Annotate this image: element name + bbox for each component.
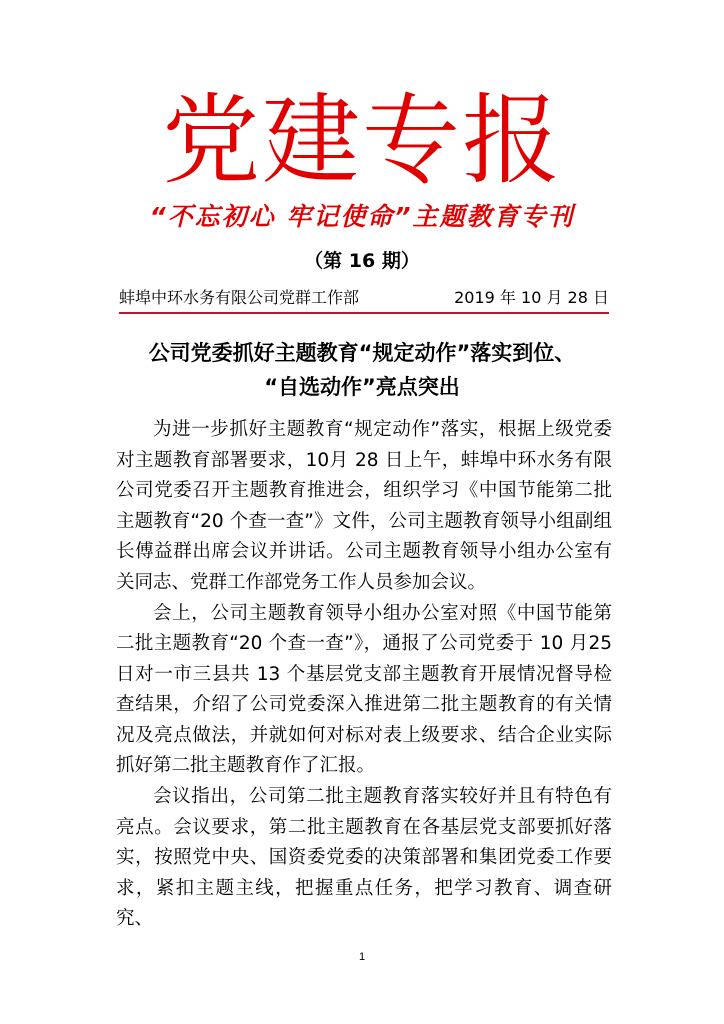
masthead-title: 党建专报 [161, 84, 562, 198]
article-headline-line-1: 公司党委抓好主题教育“规定动作”落实到位、 [148, 341, 576, 365]
article-paragraph-1: 为进一步抓好主题教育“规定动作”落实，根据上级党委对主题教育部署要求，10月 28 日上午，蚌埠中环水务有限公司党委召开主题教育推进会，组织学习《中国节能第二批主题教育“20 个查一查”》文件，公司主题教育领导小组副组长傅益群出席会议并讲话。公司主题教育领导小组办公室有关同志、党群工作部党务工作人员参加会议。 [116, 419, 612, 593]
masthead-subtitle: “不忘初心 牢记使命”主题教育专刊 [149, 202, 575, 231]
article-body [116, 415, 612, 935]
article-headline-line-2: “自选动作”亮点突出 [264, 375, 460, 399]
issue-number: （第 16 期） [304, 250, 420, 272]
article-paragraph-2: 会上，公司主题教育领导小组办公室对照《中国节能第二批主题教育“20 个查一查”》，通报了公司党委于 10 月25 日对一市三县共 13 个基层党支部主题教育开展情况督导检查结果，介绍了公司党委深入推进第二批主题教育的有关情况及亮点做法，并就如何对标对表上级要求、结合企业实际抓好第二批主题教育作了汇报。 [116, 602, 612, 776]
department-date-line [119, 286, 609, 314]
department-name: 蚌埠中环水务有限公司党群工作部 [119, 288, 360, 307]
issue-date: 2019 年 10 月 28 日 [454, 288, 609, 307]
article-headline [100, 336, 624, 404]
page-number: 1 [358, 951, 366, 963]
article-paragraph-3: 会议指出，公司第二批主题教育落实较好并且有特色有亮点。会议要求，第二批主题教育在各基层党支部要抓好落实，按照党中央、国资委党委的决策部署和集团党委工作要求，紧扣主题主线，把握重点任务，把学习教育、调查研究、 [116, 786, 612, 929]
